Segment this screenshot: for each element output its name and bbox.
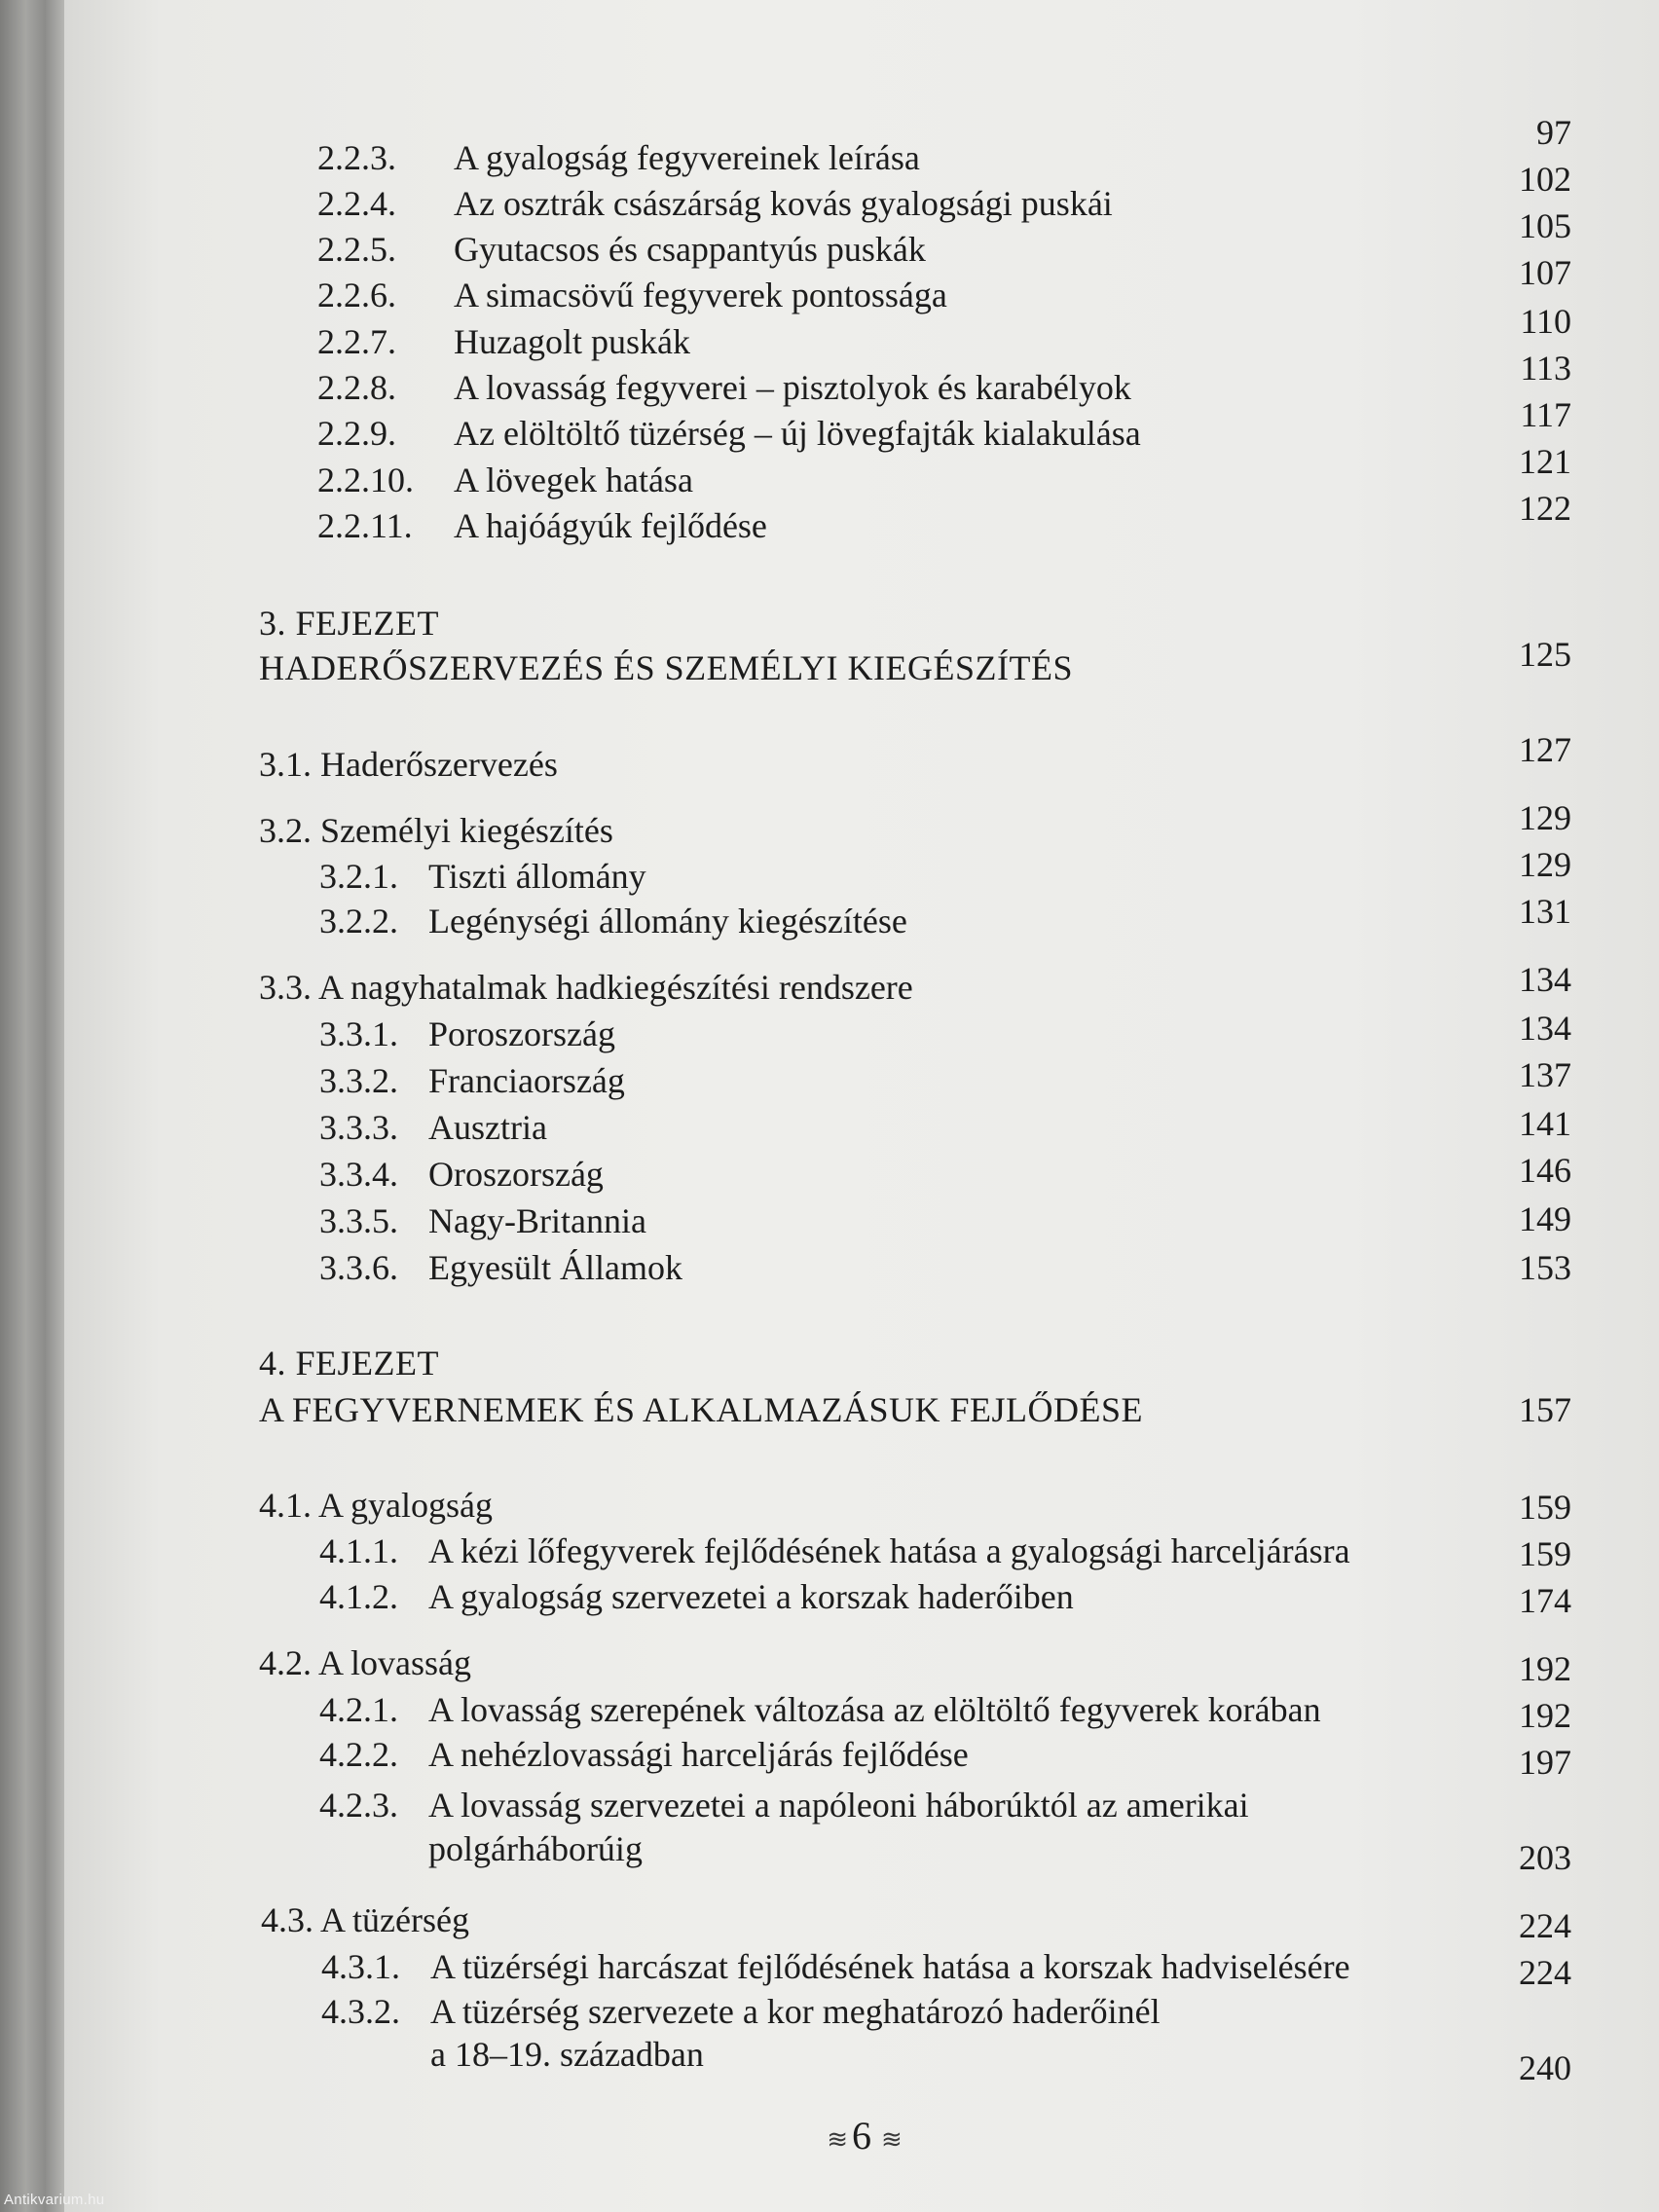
entry-page-number: 153 [1519, 1248, 1571, 1287]
chapter-page-number: 157 [1519, 1390, 1571, 1429]
entry-page-number: 110 [1520, 302, 1571, 341]
entry-number: 4.2.3. [319, 1786, 398, 1825]
entry-page-number: 224 [1519, 1953, 1571, 1992]
entry-page-number: 122 [1519, 489, 1571, 528]
entry-page-number: 141 [1519, 1104, 1571, 1143]
entry-title-continuation: a 18–19. században [430, 2035, 704, 2074]
toc-entry-2-2-11[interactable] [317, 506, 767, 545]
entry-title: A gyalogság szervezetei a korszak haderőiben [428, 1577, 1074, 1616]
toc-entry-3-3-3[interactable] [319, 1108, 547, 1147]
entry-title: A hajóágyúk fejlődése [454, 506, 767, 545]
toc-entry-3-3-2[interactable] [319, 1061, 625, 1100]
entry-number: 2.2.11. [317, 506, 413, 545]
entry-title: A lovasság fegyverei – pisztolyok és karabélyok [454, 368, 1131, 407]
ornament-right-icon: ≋ [881, 2124, 897, 2154]
toc-entry-4-1-2[interactable] [319, 1577, 1074, 1616]
entry-page-number: 113 [1520, 349, 1571, 387]
entry-title: Egyesült Államok [428, 1248, 682, 1287]
entry-number: 2.2.6. [317, 276, 396, 314]
toc-section-4-2[interactable]: 4.2. A lovasság [259, 1643, 472, 1682]
entry-number: 2.2.4. [317, 184, 396, 223]
entry-number: 4.3.1. [321, 1947, 400, 1986]
entry-page-number: 159 [1519, 1534, 1571, 1573]
entry-page-number: 192 [1519, 1649, 1571, 1688]
page-number: 6 [852, 2114, 871, 2157]
watermark: Antikvarium.hu [4, 2192, 105, 2208]
entry-title: Nagy-Britannia [428, 1201, 646, 1240]
entry-number: 4.1.2. [319, 1577, 398, 1616]
entry-number: 2.2.10. [317, 461, 414, 499]
entry-title: Az osztrák császárság kovás gyalogsági puskái [454, 184, 1113, 223]
toc-entry-4-2-2[interactable] [319, 1735, 969, 1774]
entry-number: 4.1.1. [319, 1531, 398, 1570]
entry-title: A nehézlovassági harceljárás fejlődése [428, 1735, 969, 1774]
entry-title: A lövegek hatása [454, 461, 693, 499]
entry-page-number: 107 [1519, 253, 1571, 292]
entry-title: Az elöltöltő tüzérség – új lövegfajták kialakulása [454, 414, 1141, 453]
entry-page-number: 240 [1519, 2048, 1571, 2087]
entry-page-number: 117 [1520, 395, 1571, 434]
entry-page-number: 137 [1519, 1055, 1571, 1094]
entry-number: 4.2.2. [319, 1735, 398, 1774]
toc-entry-3-3-6[interactable] [319, 1248, 682, 1287]
entry-title-continuation: polgárháborúig [428, 1829, 643, 1868]
entry-title: A lovasság szerepének változása az elöltöltő fegyverek korában [428, 1690, 1321, 1729]
toc-section-3-3[interactable]: 3.3. A nagyhatalmak hadkiegészítési rendszere [259, 968, 913, 1007]
entry-number: 3.3.5. [319, 1201, 398, 1240]
entry-page-number: 149 [1519, 1199, 1571, 1238]
entry-page-number: 129 [1519, 798, 1571, 837]
entry-title: Gyutacsos és csappantyús puskák [454, 230, 926, 269]
entry-page-number: 197 [1519, 1743, 1571, 1782]
entry-title: A kézi lőfegyverek fejlődésének hatása a gyalogsági harceljárásra [428, 1531, 1350, 1570]
toc-entry-2-2-10[interactable] [317, 461, 693, 499]
entry-number: 2.2.5. [317, 230, 396, 269]
entry-number: 3.2.1. [319, 857, 398, 896]
entry-title: A tüzérségi harcászat fejlődésének hatása a korszak hadviselésére [430, 1947, 1350, 1986]
entry-title: Huzagolt puskák [454, 322, 690, 361]
entry-page-number: 97 [1536, 113, 1571, 152]
entry-title: A simacsövű fegyverek pontossága [454, 276, 947, 314]
toc-entry-3-3-4[interactable] [319, 1155, 604, 1194]
entry-number: 4.3.2. [321, 1992, 400, 2031]
entry-title: Franciaország [428, 1061, 625, 1100]
entry-title: Oroszország [428, 1155, 604, 1194]
ornament-left-icon: ≋ [827, 2124, 842, 2154]
entry-number: 4.2.1. [319, 1690, 398, 1729]
toc-section-3-1[interactable]: 3.1. Haderőszervezés [259, 745, 558, 784]
toc-entry-4-2-3[interactable] [319, 1786, 1249, 1825]
book-spine-shadow [0, 0, 64, 2212]
page-footer [64, 2113, 1659, 2158]
chapter-3-title[interactable]: HADERŐSZERVEZÉS ÉS SZEMÉLYI KIEGÉSZÍTÉS [259, 648, 1073, 687]
entry-title: Poroszország [428, 1014, 615, 1053]
toc-entry-4-3-2[interactable] [321, 1992, 1161, 2031]
toc-entry-2-2-7[interactable] [317, 322, 690, 361]
table-of-contents [64, 0, 1659, 2212]
entry-page-number: 134 [1519, 1009, 1571, 1048]
toc-entry-2-2-8[interactable] [317, 368, 1131, 407]
toc-entry-4-1-1[interactable] [319, 1531, 1350, 1570]
entry-page-number: 159 [1519, 1488, 1571, 1527]
entry-page-number: 134 [1519, 960, 1571, 999]
toc-entry-2-2-3[interactable] [317, 138, 920, 177]
toc-entry-4-2-1[interactable] [319, 1690, 1321, 1729]
entry-page-number: 127 [1519, 730, 1571, 769]
entry-page-number: 174 [1519, 1581, 1571, 1620]
entry-page-number: 121 [1519, 442, 1571, 481]
toc-entry-2-2-9[interactable] [317, 414, 1141, 453]
entry-title: A tüzérség szervezete a kor meghatározó haderőinél [430, 1992, 1161, 2031]
toc-entry-2-2-6[interactable] [317, 276, 947, 314]
entry-title: Tiszti állomány [428, 857, 646, 896]
entry-number: 2.2.3. [317, 138, 396, 177]
toc-entry-3-3-5[interactable] [319, 1201, 646, 1240]
toc-entry-2-2-5[interactable] [317, 230, 926, 269]
entry-number: 3.3.4. [319, 1155, 398, 1194]
entry-page-number: 105 [1519, 206, 1571, 245]
entry-page-number: 203 [1519, 1838, 1571, 1877]
entry-title: Ausztria [428, 1108, 547, 1147]
entry-number: 2.2.9. [317, 414, 396, 453]
entry-number: 2.2.8. [317, 368, 396, 407]
entry-title: A gyalogság fegyvereinek leírása [454, 138, 920, 177]
toc-entry-4-3-1[interactable] [321, 1947, 1350, 1986]
toc-entry-3-2-2[interactable] [319, 902, 907, 940]
entry-title: Legénységi állomány kiegészítése [428, 902, 907, 940]
chapter-4-label: 4. FEJEZET [259, 1344, 439, 1382]
toc-entry-2-2-4[interactable] [317, 184, 1113, 223]
toc-entry-3-2-1[interactable] [319, 857, 646, 896]
entry-number: 3.3.1. [319, 1014, 398, 1053]
toc-section-4-3[interactable]: 4.3. A tüzérség [261, 1900, 469, 1939]
entry-page-number: 146 [1519, 1151, 1571, 1190]
chapter-4-title[interactable]: A FEGYVERNEMEK ÉS ALKALMAZÁSUK FEJLŐDÉSE [259, 1390, 1144, 1429]
entry-number: 3.3.3. [319, 1108, 398, 1147]
toc-entry-3-3-1[interactable] [319, 1014, 615, 1053]
entry-number: 3.3.6. [319, 1248, 398, 1287]
entry-page-number: 102 [1519, 160, 1571, 199]
entry-number: 3.2.2. [319, 902, 398, 940]
entry-page-number: 129 [1519, 845, 1571, 884]
entry-number: 2.2.7. [317, 322, 396, 361]
entry-page-number: 131 [1519, 892, 1571, 931]
toc-section-3-2[interactable]: 3.2. Személyi kiegészítés [259, 811, 613, 850]
entry-number: 3.3.2. [319, 1061, 398, 1100]
chapter-3-label: 3. FEJEZET [259, 604, 439, 643]
entry-title: A lovasság szervezetei a napóleoni háborúktól az amerikai [428, 1786, 1249, 1825]
chapter-page-number: 125 [1519, 635, 1571, 674]
entry-page-number: 224 [1519, 1906, 1571, 1945]
entry-page-number: 192 [1519, 1696, 1571, 1735]
book-page [64, 0, 1659, 2212]
toc-section-4-1[interactable]: 4.1. A gyalogság [259, 1486, 493, 1525]
